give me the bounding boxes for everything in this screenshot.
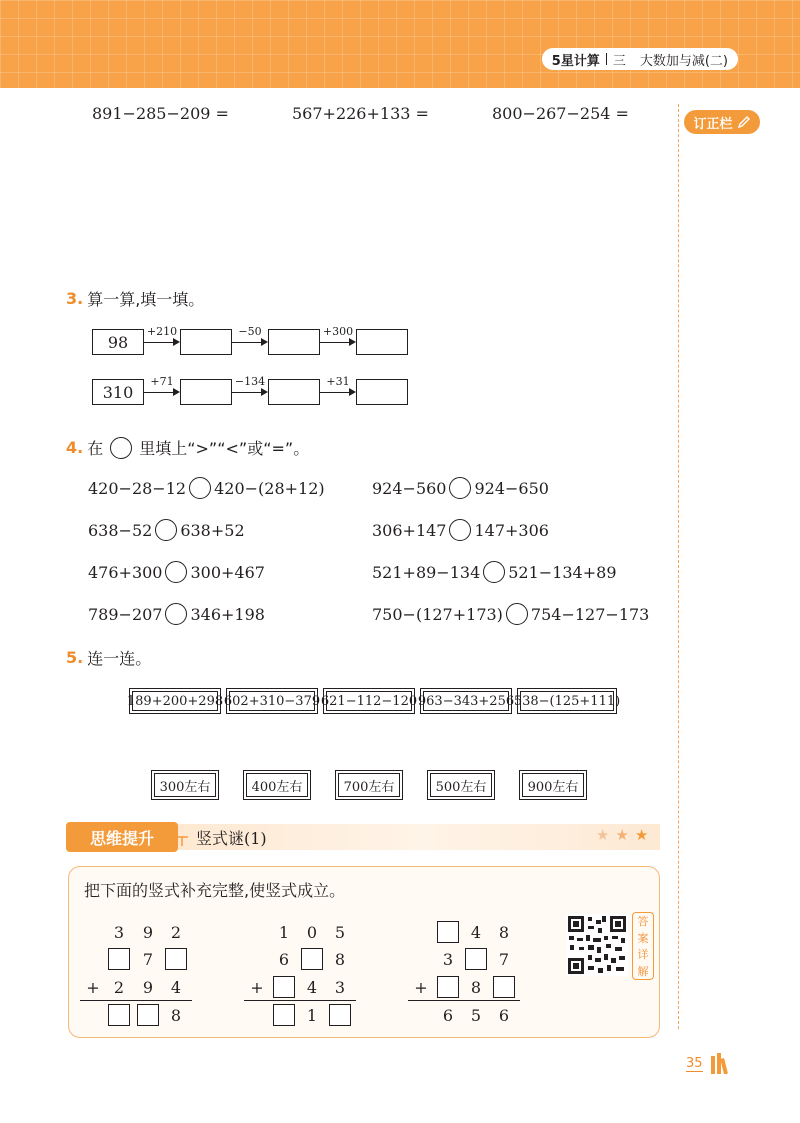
chain-operation: −134	[234, 375, 266, 388]
match-expression-box[interactable]	[320, 688, 418, 714]
match-answer: 300左右	[154, 773, 216, 797]
comparison-circle[interactable]	[165, 561, 187, 583]
digit: 9	[142, 922, 154, 942]
q4-comparison	[88, 561, 265, 583]
arrow-right-icon	[173, 338, 180, 346]
star-icon: ★	[634, 826, 649, 844]
header-separator	[606, 53, 607, 65]
chain-start-box	[92, 329, 144, 355]
digit: 3	[113, 922, 125, 942]
q5-text: 连一连。	[87, 649, 152, 668]
digit: 0	[306, 922, 318, 942]
qr-code-icon[interactable]	[566, 914, 628, 976]
q5-title	[66, 646, 151, 669]
difficulty-stars	[596, 826, 648, 844]
digit: 2	[113, 977, 125, 997]
plus-sign: +	[86, 977, 100, 997]
q4-number: 4.	[66, 438, 84, 457]
digit: 8	[470, 977, 482, 997]
chain-answer-box[interactable]	[268, 329, 320, 355]
connector-icon	[176, 832, 188, 846]
chain-arrow	[232, 375, 268, 405]
circle-icon	[110, 437, 132, 459]
digit: 2	[170, 922, 182, 942]
qr-label-char: 详	[637, 948, 649, 962]
digit: 7	[142, 949, 154, 969]
page-number: 35	[686, 1056, 703, 1071]
match-expression-box[interactable]	[513, 688, 621, 714]
match-answer: 400左右	[246, 773, 308, 797]
match-expression-box[interactable]	[126, 688, 224, 714]
correction-column-badge	[684, 110, 760, 134]
q3-chain-1	[92, 325, 408, 355]
comparison-right: 638+52	[180, 520, 245, 540]
digit: 4	[306, 977, 318, 997]
comparison-right: 147+306	[474, 520, 549, 540]
thinking-subtitle: 竖式谜(1)	[196, 829, 267, 848]
digit: 1	[278, 922, 290, 942]
chain-answer-box[interactable]	[180, 379, 232, 405]
qr-answer-label	[632, 912, 654, 980]
digit: 5	[470, 1005, 482, 1025]
thinking-label: 思维提升	[66, 822, 178, 852]
header-chapter: 大数加与减(二)	[639, 53, 728, 69]
digit-blank-box[interactable]	[137, 1004, 159, 1026]
chain-arrow	[144, 325, 180, 355]
comparison-left: 789−207	[88, 604, 163, 624]
match-expression-box[interactable]	[223, 688, 321, 714]
digit: 8	[170, 1005, 182, 1025]
sum-line	[408, 1000, 520, 1001]
q4-title	[66, 436, 309, 459]
comparison-left: 306+147	[372, 520, 447, 540]
match-answer-box[interactable]	[243, 770, 311, 800]
header-unit: 三	[612, 53, 626, 69]
thinking-prompt: 把下面的竖式补充完整,使竖式成立。	[84, 881, 346, 900]
header-band	[0, 0, 800, 88]
comparison-circle[interactable]	[189, 477, 211, 499]
digit-blank-box[interactable]	[165, 948, 187, 970]
q3-title	[66, 287, 204, 310]
correction-column-label: 订正栏	[693, 116, 733, 132]
sum-line	[80, 1000, 192, 1001]
chain-start-value: 98	[107, 332, 129, 352]
chain-operation: +210	[146, 325, 178, 338]
comparison-right: 300+467	[190, 562, 265, 582]
digit: 8	[334, 949, 346, 969]
arrow-right-icon	[349, 338, 356, 346]
sum-line	[244, 1000, 356, 1001]
pencil-icon	[737, 115, 751, 129]
chain-answer-box[interactable]	[356, 379, 408, 405]
digit: 3	[442, 949, 454, 969]
comparison-circle[interactable]	[449, 519, 471, 541]
comparison-left: 420−28−12	[88, 478, 187, 498]
match-expression: 963−343+256	[423, 691, 509, 711]
comparison-right: 521−134+89	[508, 562, 617, 582]
comparison-left: 638−52	[88, 520, 153, 540]
top-expression-2: 567+226+133 =	[292, 104, 429, 123]
digit: 1	[306, 1005, 318, 1025]
match-answer-box[interactable]	[335, 770, 403, 800]
q3-text: 算一算,填一填。	[87, 290, 205, 309]
q4-comparison	[88, 603, 265, 625]
chain-answer-box[interactable]	[356, 329, 408, 355]
digit: 7	[498, 949, 510, 969]
digit: 8	[498, 922, 510, 942]
chain-answer-box[interactable]	[268, 379, 320, 405]
comparison-circle[interactable]	[483, 561, 505, 583]
books-icon	[710, 1052, 736, 1074]
q4-text-suffix: 里填上“>”“<”或“=”。	[139, 439, 310, 458]
digit-blank-box[interactable]	[329, 1004, 351, 1026]
match-answer: 500左右	[430, 773, 492, 797]
qr-label-char: 答	[637, 915, 649, 929]
qr-label-char: 案	[637, 931, 649, 945]
match-answer: 700左右	[338, 773, 400, 797]
comparison-left: 476+300	[88, 562, 163, 582]
plus-sign: +	[250, 977, 264, 997]
q3-chain-2	[92, 375, 408, 405]
digit: 6	[278, 949, 290, 969]
star-icon: ★	[615, 826, 629, 844]
match-expression: 189+200+298	[132, 691, 218, 711]
arrow-right-icon	[173, 388, 180, 396]
match-answer-box[interactable]	[427, 770, 495, 800]
chain-operation: +300	[322, 325, 354, 338]
q4-comparison	[372, 477, 549, 499]
header-title	[542, 48, 738, 70]
chain-operation: −50	[238, 325, 262, 338]
chain-arrow	[232, 325, 268, 355]
match-answer: 900左右	[522, 773, 584, 797]
digit: 4	[470, 922, 482, 942]
q4-comparison	[88, 519, 245, 541]
chain-answer-box[interactable]	[180, 329, 232, 355]
qr-label-char: 解	[637, 964, 649, 978]
comparison-right: 924−650	[474, 478, 549, 498]
q4-comparison	[372, 561, 617, 583]
match-expression: 538−(125+111)	[520, 691, 614, 711]
digit: 3	[334, 977, 346, 997]
match-expression: 602+310−379	[229, 691, 315, 711]
chain-start-value: 310	[102, 382, 134, 402]
digit-blank-box[interactable]	[108, 948, 130, 970]
digit: 6	[442, 1005, 454, 1025]
comparison-circle[interactable]	[155, 519, 177, 541]
digit-blank-box[interactable]	[437, 921, 459, 943]
chain-arrow	[144, 375, 180, 405]
q4-comparison	[372, 519, 549, 541]
chain-arrow	[320, 375, 356, 405]
chain-start-box	[92, 379, 144, 405]
digit-blank-box[interactable]	[493, 976, 515, 998]
comparison-right: 420−(28+12)	[214, 478, 325, 498]
comparison-circle[interactable]	[506, 603, 528, 625]
q5-number: 5.	[66, 648, 84, 667]
digit: 4	[170, 977, 182, 997]
arrow-right-icon	[349, 388, 356, 396]
chain-operation: +71	[150, 375, 174, 388]
comparison-circle[interactable]	[449, 477, 471, 499]
comparison-right: 754−127−173	[530, 604, 650, 624]
q4-comparison	[372, 603, 649, 625]
digit-blank-box[interactable]	[437, 976, 459, 998]
arrow-right-icon	[261, 338, 268, 346]
correction-column-divider	[678, 104, 679, 1029]
comparison-right: 346+198	[190, 604, 265, 624]
digit: 6	[498, 1005, 510, 1025]
match-answer-box[interactable]	[151, 770, 219, 800]
digit-blank-box[interactable]	[301, 948, 323, 970]
digit-blank-box[interactable]	[273, 976, 295, 998]
match-answer-box[interactable]	[519, 770, 587, 800]
digit-blank-box[interactable]	[465, 948, 487, 970]
chain-arrow	[320, 325, 356, 355]
arrow-right-icon	[261, 388, 268, 396]
comparison-left: 924−560	[372, 478, 447, 498]
comparison-circle[interactable]	[165, 603, 187, 625]
plus-sign: +	[414, 977, 428, 997]
digit-blank-box[interactable]	[273, 1004, 295, 1026]
comparison-left: 750−(127+173)	[372, 604, 503, 624]
digit-blank-box[interactable]	[108, 1004, 130, 1026]
digit: 9	[142, 977, 154, 997]
q3-number: 3.	[66, 289, 84, 308]
header-brand: 5星计算	[551, 53, 600, 69]
star-icon: ★	[596, 826, 610, 844]
top-expression-1: 891−285−209 =	[92, 104, 229, 123]
q4-comparison	[88, 477, 325, 499]
match-expression-box[interactable]	[417, 688, 515, 714]
top-expression-3: 800−267−254 =	[492, 104, 629, 123]
digit: 5	[334, 922, 346, 942]
comparison-left: 521+89−134	[372, 562, 481, 582]
chain-operation: +31	[326, 375, 350, 388]
match-expression: 621−112−120	[326, 691, 412, 711]
q4-text-prefix: 在	[87, 439, 104, 458]
